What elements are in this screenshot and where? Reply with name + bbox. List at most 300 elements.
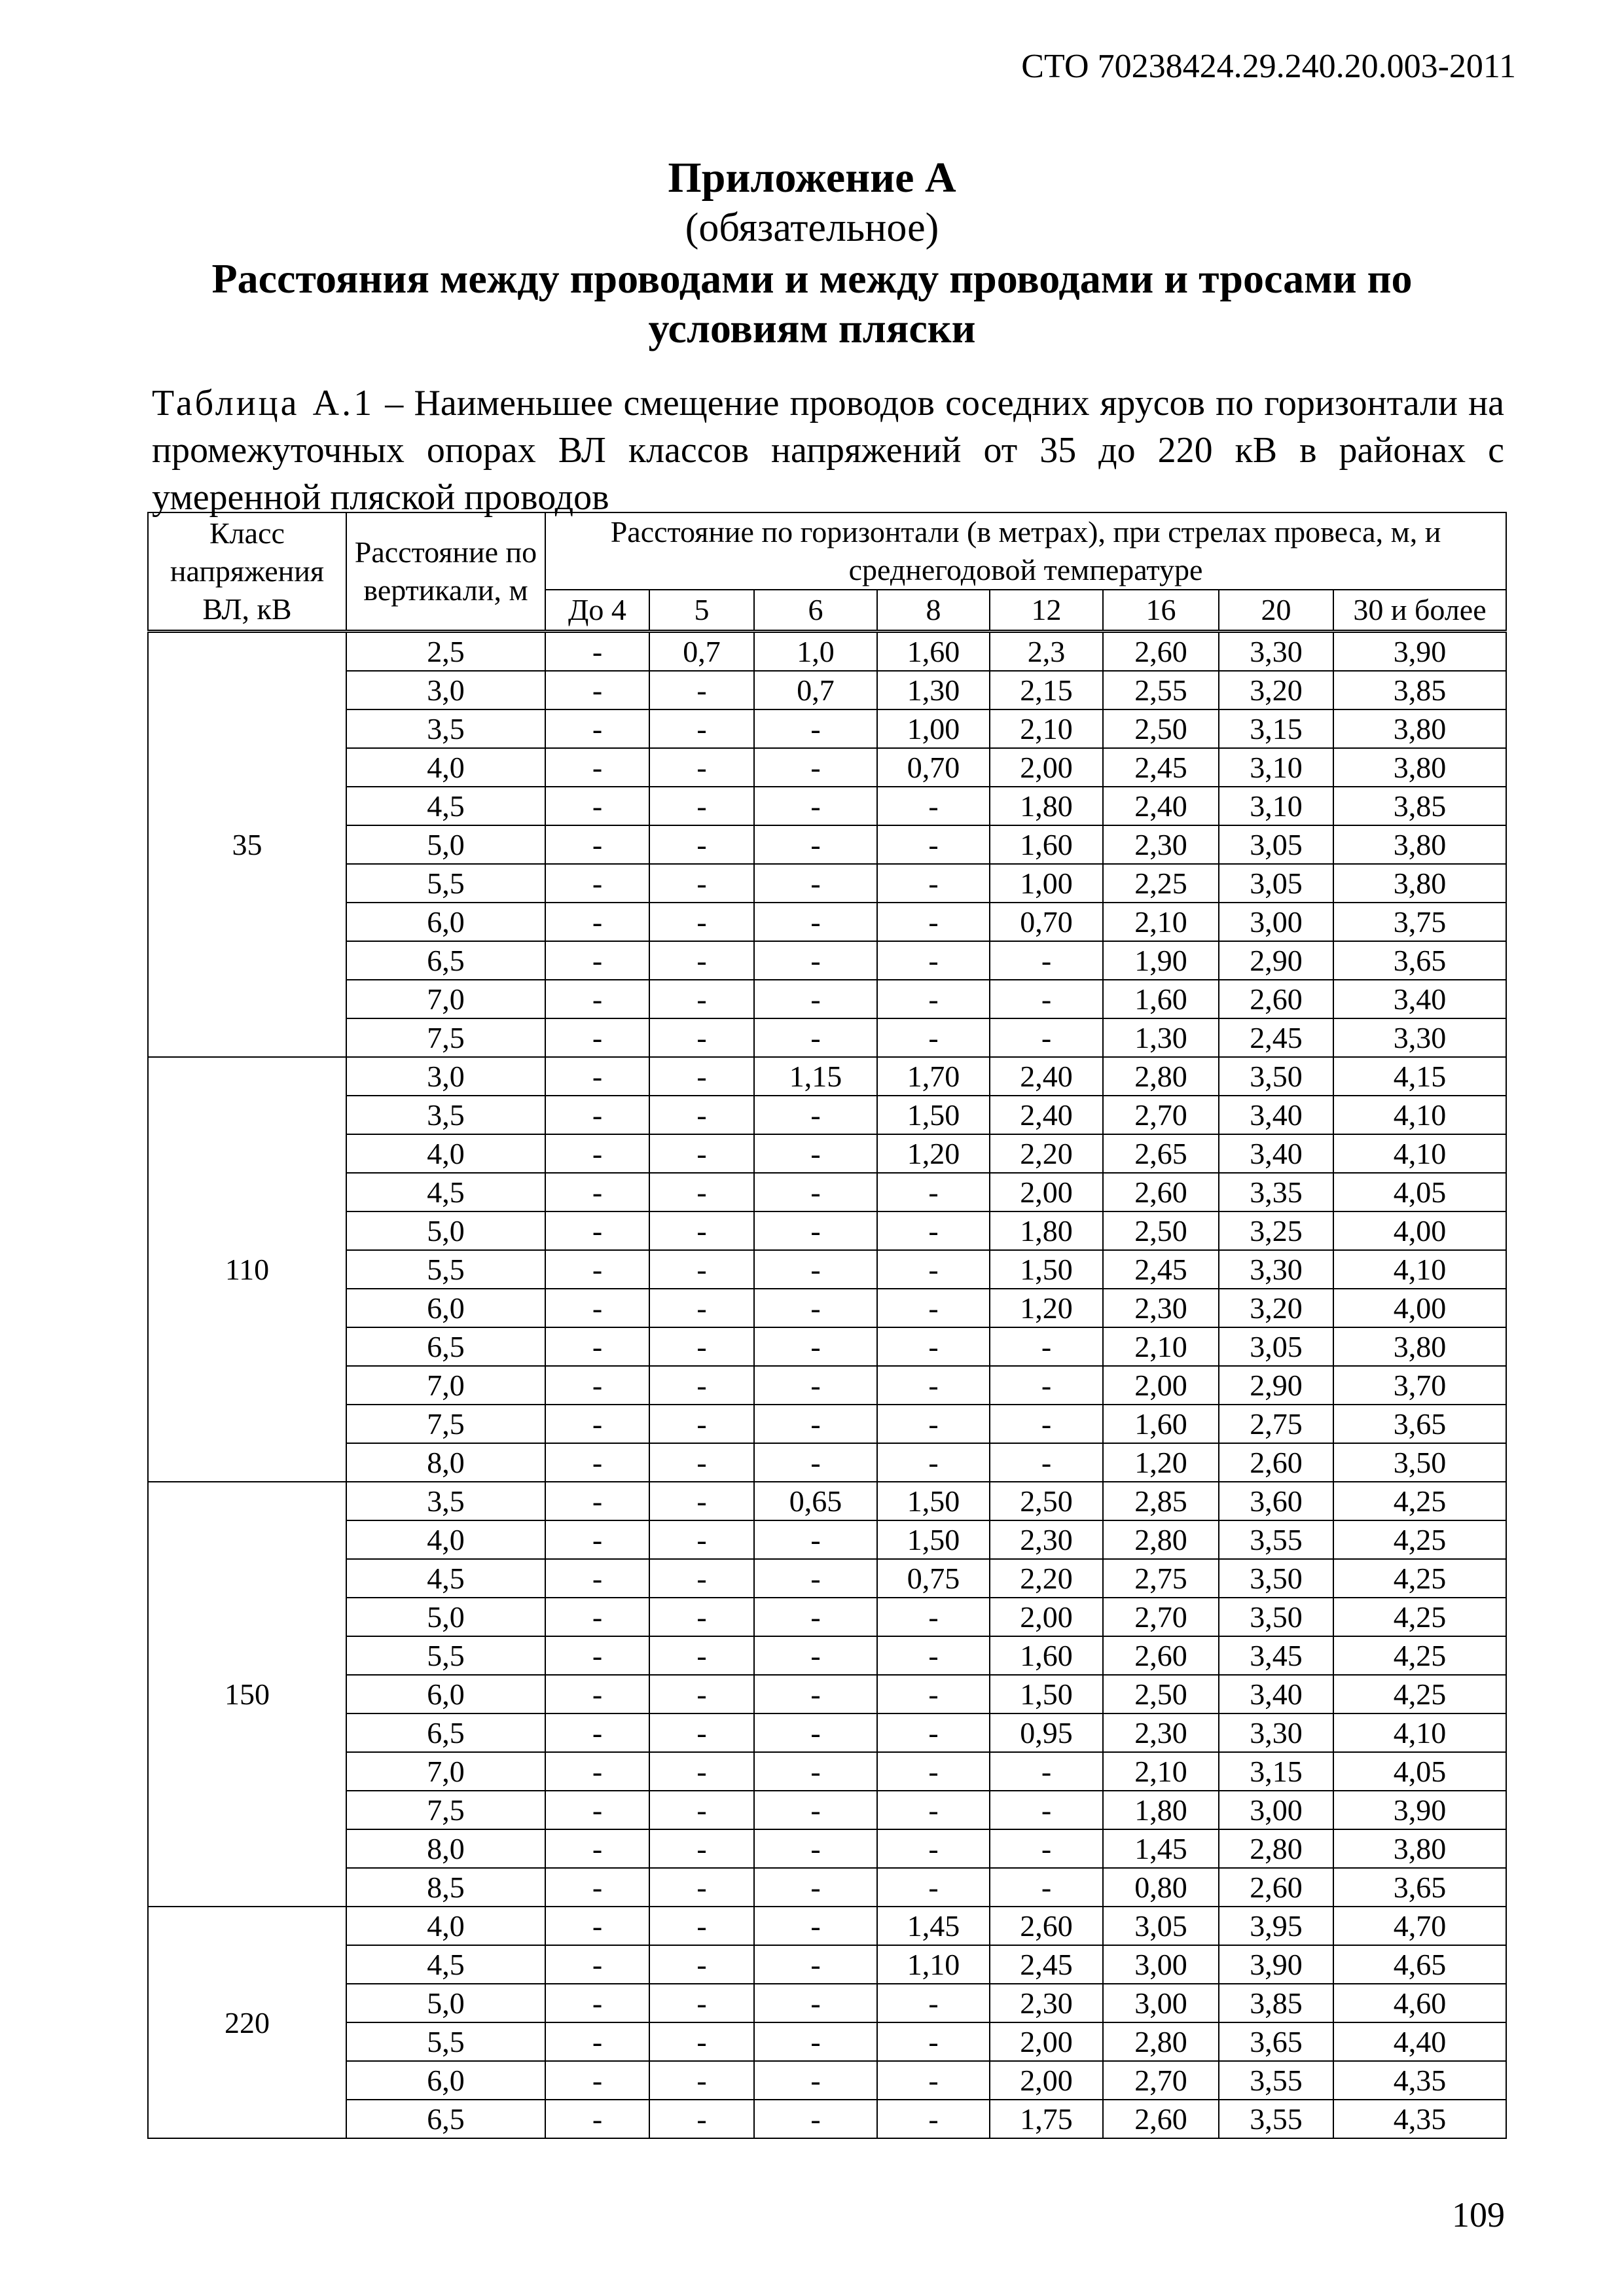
appendix-type: (обязательное) xyxy=(685,206,939,250)
vertical-distance-cell: 4,5 xyxy=(346,1559,545,1598)
header-sag-0: До 4 xyxy=(545,590,649,632)
vertical-distance-cell: 7,0 xyxy=(346,980,545,1018)
horizontal-distance-cell: - xyxy=(649,1868,754,1907)
horizontal-distance-cell: 2,00 xyxy=(1103,1366,1219,1405)
horizontal-distance-cell: 2,60 xyxy=(1103,1636,1219,1675)
horizontal-distance-cell: - xyxy=(649,1134,754,1173)
table-row xyxy=(148,1752,1506,1791)
horizontal-distance-cell: 2,65 xyxy=(1103,1134,1219,1173)
horizontal-distance-cell: - xyxy=(649,1752,754,1791)
horizontal-distance-cell: 3,85 xyxy=(1333,671,1506,709)
horizontal-distance-cell: - xyxy=(877,1405,990,1443)
vertical-distance-cell: 3,5 xyxy=(346,709,545,748)
horizontal-distance-cell: - xyxy=(649,1829,754,1868)
horizontal-distance-cell: - xyxy=(545,1520,649,1559)
horizontal-distance-cell: - xyxy=(754,1443,877,1482)
vertical-distance-cell: 5,5 xyxy=(346,2022,545,2061)
horizontal-distance-cell: 1,00 xyxy=(990,864,1103,903)
vertical-distance-cell: 7,0 xyxy=(346,1366,545,1405)
horizontal-distance-cell: - xyxy=(649,903,754,941)
header-sag-7: 30 и более xyxy=(1333,590,1506,632)
horizontal-distance-cell: - xyxy=(754,1945,877,1984)
horizontal-distance-cell: - xyxy=(545,1829,649,1868)
horizontal-distance-cell: 4,25 xyxy=(1333,1559,1506,1598)
horizontal-distance-cell: - xyxy=(545,825,649,864)
table-body xyxy=(148,632,1506,2139)
vertical-distance-cell: 3,0 xyxy=(346,1057,545,1096)
horizontal-distance-cell: - xyxy=(545,1405,649,1443)
horizontal-distance-cell: - xyxy=(545,980,649,1018)
horizontal-distance-cell: 3,35 xyxy=(1219,1173,1333,1211)
vertical-distance-cell: 7,5 xyxy=(346,1018,545,1057)
table-row xyxy=(148,632,1506,672)
horizontal-distance-cell: 4,25 xyxy=(1333,1636,1506,1675)
horizontal-distance-cell: 3,50 xyxy=(1219,1598,1333,1636)
horizontal-distance-cell: 3,05 xyxy=(1219,1327,1333,1366)
horizontal-distance-cell: 1,75 xyxy=(990,2100,1103,2138)
page-number: 109 xyxy=(1452,2195,1505,2234)
horizontal-distance-cell: 3,70 xyxy=(1333,1366,1506,1405)
horizontal-distance-cell: 1,50 xyxy=(990,1675,1103,1713)
horizontal-distance-cell: - xyxy=(877,1327,990,1366)
horizontal-distance-cell: 3,40 xyxy=(1219,1134,1333,1173)
horizontal-distance-cell: - xyxy=(754,1791,877,1829)
horizontal-distance-cell: - xyxy=(649,2100,754,2138)
table-row xyxy=(148,709,1506,748)
horizontal-distance-cell: - xyxy=(649,1636,754,1675)
horizontal-distance-cell: 3,55 xyxy=(1219,2100,1333,2138)
horizontal-distance-cell: 3,20 xyxy=(1219,1289,1333,1327)
table-row xyxy=(148,864,1506,903)
vertical-distance-cell: 6,5 xyxy=(346,941,545,980)
horizontal-distance-cell: 1,60 xyxy=(1103,1405,1219,1443)
horizontal-distance-cell: 1,10 xyxy=(877,1945,990,1984)
horizontal-distance-cell: - xyxy=(754,1868,877,1907)
horizontal-distance-cell: - xyxy=(545,1250,649,1289)
horizontal-distance-cell: - xyxy=(545,1675,649,1713)
horizontal-distance-cell: 2,80 xyxy=(1103,2022,1219,2061)
horizontal-distance-cell: - xyxy=(545,1173,649,1211)
horizontal-distance-cell: 4,00 xyxy=(1333,1211,1506,1250)
vertical-distance-cell: 7,5 xyxy=(346,1791,545,1829)
horizontal-distance-cell: - xyxy=(649,1405,754,1443)
horizontal-distance-cell: - xyxy=(754,1598,877,1636)
horizontal-distance-cell: 1,20 xyxy=(877,1134,990,1173)
horizontal-distance-cell: - xyxy=(754,1752,877,1791)
horizontal-distance-cell: - xyxy=(754,1984,877,2022)
voltage-class-cell: 35 xyxy=(148,632,346,1058)
horizontal-distance-cell: - xyxy=(877,1366,990,1405)
horizontal-distance-cell: - xyxy=(754,1173,877,1211)
horizontal-distance-cell: 2,00 xyxy=(990,2061,1103,2100)
vertical-distance-cell: 5,5 xyxy=(346,1250,545,1289)
horizontal-distance-cell: 3,65 xyxy=(1333,1868,1506,1907)
header-sag-2: 6 xyxy=(754,590,877,632)
horizontal-distance-cell: - xyxy=(649,1559,754,1598)
horizontal-distance-cell: - xyxy=(649,1250,754,1289)
horizontal-distance-cell: - xyxy=(545,1791,649,1829)
horizontal-distance-cell: 1,80 xyxy=(1103,1791,1219,1829)
horizontal-distance-cell: - xyxy=(877,1250,990,1289)
horizontal-distance-cell: 2,60 xyxy=(990,1907,1103,1945)
horizontal-distance-cell: 2,40 xyxy=(990,1096,1103,1134)
horizontal-distance-cell: - xyxy=(877,2022,990,2061)
appendix-title: Приложение А xyxy=(668,154,956,202)
horizontal-distance-cell: 0,7 xyxy=(754,671,877,709)
horizontal-distance-cell: - xyxy=(877,941,990,980)
horizontal-distance-cell: 2,20 xyxy=(990,1559,1103,1598)
horizontal-distance-cell: 3,05 xyxy=(1219,864,1333,903)
horizontal-distance-cell: 2,00 xyxy=(990,748,1103,787)
horizontal-distance-cell: - xyxy=(754,2061,877,2100)
horizontal-distance-cell: 3,90 xyxy=(1219,1945,1333,1984)
horizontal-distance-cell: 2,70 xyxy=(1103,1598,1219,1636)
horizontal-distance-cell: 4,35 xyxy=(1333,2061,1506,2100)
horizontal-distance-cell: - xyxy=(754,748,877,787)
horizontal-distance-cell: 3,10 xyxy=(1219,787,1333,825)
horizontal-distance-cell: - xyxy=(754,864,877,903)
horizontal-distance-cell: 2,40 xyxy=(1103,787,1219,825)
table-row xyxy=(148,1791,1506,1829)
horizontal-distance-cell: - xyxy=(754,1559,877,1598)
horizontal-distance-cell: - xyxy=(649,1443,754,1482)
horizontal-distance-cell: 3,65 xyxy=(1333,1405,1506,1443)
horizontal-distance-cell: - xyxy=(545,1443,649,1482)
horizontal-distance-cell: - xyxy=(877,1713,990,1752)
vertical-distance-cell: 8,5 xyxy=(346,1868,545,1907)
table-row xyxy=(148,1598,1506,1636)
appendix-subject: Расстояния между проводами и между проводами и тросами по условиям пляски xyxy=(211,255,1413,351)
horizontal-distance-cell: - xyxy=(877,1829,990,1868)
horizontal-distance-cell: 1,70 xyxy=(877,1057,990,1096)
table-row xyxy=(148,1405,1506,1443)
vertical-distance-cell: 5,5 xyxy=(346,1636,545,1675)
table-row xyxy=(148,1250,1506,1289)
horizontal-distance-cell: - xyxy=(545,903,649,941)
table-caption xyxy=(152,380,1504,521)
horizontal-distance-cell: - xyxy=(754,1405,877,1443)
horizontal-distance-cell: 3,90 xyxy=(1333,632,1506,672)
horizontal-distance-cell: - xyxy=(649,1520,754,1559)
horizontal-distance-cell: - xyxy=(754,1520,877,1559)
horizontal-distance-cell: 2,10 xyxy=(1103,1752,1219,1791)
horizontal-distance-cell: 2,60 xyxy=(1103,2100,1219,2138)
table-row xyxy=(148,1907,1506,1945)
vertical-distance-cell: 8,0 xyxy=(346,1829,545,1868)
horizontal-distance-cell: - xyxy=(545,748,649,787)
horizontal-distance-cell: - xyxy=(545,1945,649,1984)
horizontal-distance-cell: 3,25 xyxy=(1219,1211,1333,1250)
horizontal-distance-cell: - xyxy=(990,1791,1103,1829)
horizontal-distance-cell: 4,05 xyxy=(1333,1173,1506,1211)
horizontal-distance-cell: - xyxy=(649,1713,754,1752)
vertical-distance-cell: 5,0 xyxy=(346,825,545,864)
horizontal-distance-cell: 3,80 xyxy=(1333,1829,1506,1868)
horizontal-distance-cell: - xyxy=(754,709,877,748)
horizontal-distance-cell: - xyxy=(545,1057,649,1096)
horizontal-distance-cell: 1,60 xyxy=(1103,980,1219,1018)
horizontal-distance-cell: - xyxy=(990,1405,1103,1443)
horizontal-distance-cell: 2,10 xyxy=(1103,903,1219,941)
horizontal-distance-cell: 3,20 xyxy=(1219,671,1333,709)
horizontal-distance-cell: 3,85 xyxy=(1219,1984,1333,2022)
horizontal-distance-cell: 3,15 xyxy=(1219,709,1333,748)
horizontal-distance-cell: - xyxy=(545,1366,649,1405)
horizontal-distance-cell: 4,00 xyxy=(1333,1289,1506,1327)
horizontal-distance-cell: 1,00 xyxy=(877,709,990,748)
horizontal-distance-cell: 0,75 xyxy=(877,1559,990,1598)
table-row xyxy=(148,748,1506,787)
vertical-distance-cell: 4,0 xyxy=(346,1520,545,1559)
horizontal-distance-cell: - xyxy=(545,941,649,980)
horizontal-distance-cell: 2,60 xyxy=(1219,980,1333,1018)
horizontal-distance-cell: 2,45 xyxy=(1103,748,1219,787)
horizontal-distance-cell: - xyxy=(990,1829,1103,1868)
horizontal-distance-cell: 2,80 xyxy=(1103,1520,1219,1559)
vertical-distance-cell: 4,5 xyxy=(346,1945,545,1984)
table-row xyxy=(148,980,1506,1018)
horizontal-distance-cell: 3,65 xyxy=(1333,941,1506,980)
horizontal-distance-cell: - xyxy=(877,1791,990,1829)
horizontal-distance-cell: - xyxy=(754,1327,877,1366)
vertical-distance-cell: 6,5 xyxy=(346,2100,545,2138)
horizontal-distance-cell: - xyxy=(754,1289,877,1327)
horizontal-distance-cell: - xyxy=(649,864,754,903)
horizontal-distance-cell: 3,65 xyxy=(1219,2022,1333,2061)
horizontal-distance-cell: - xyxy=(754,787,877,825)
horizontal-distance-cell: - xyxy=(877,1675,990,1713)
horizontal-distance-cell: 4,25 xyxy=(1333,1598,1506,1636)
header-sag-4: 12 xyxy=(990,590,1103,632)
horizontal-distance-cell: 1,15 xyxy=(754,1057,877,1096)
horizontal-distance-cell: 2,10 xyxy=(990,709,1103,748)
horizontal-distance-cell: - xyxy=(649,825,754,864)
horizontal-distance-cell: - xyxy=(545,1018,649,1057)
horizontal-distance-cell: 4,05 xyxy=(1333,1752,1506,1791)
vertical-distance-cell: 4,5 xyxy=(346,787,545,825)
horizontal-distance-cell: - xyxy=(754,1675,877,1713)
horizontal-distance-cell: 2,45 xyxy=(990,1945,1103,1984)
vertical-distance-cell: 7,0 xyxy=(346,1752,545,1791)
horizontal-distance-cell: 2,30 xyxy=(990,1520,1103,1559)
horizontal-distance-cell: 0,70 xyxy=(877,748,990,787)
horizontal-distance-cell: 4,25 xyxy=(1333,1482,1506,1520)
horizontal-distance-cell: - xyxy=(877,1868,990,1907)
horizontal-distance-cell: 2,30 xyxy=(1103,1289,1219,1327)
table-row xyxy=(148,1366,1506,1405)
horizontal-distance-cell: 2,75 xyxy=(1219,1405,1333,1443)
table-row xyxy=(148,787,1506,825)
table-row xyxy=(148,1134,1506,1173)
horizontal-distance-cell: - xyxy=(754,2100,877,2138)
horizontal-distance-cell: - xyxy=(545,1636,649,1675)
horizontal-distance-cell: 2,10 xyxy=(1103,1327,1219,1366)
header-horizontal-distance: Расстояние по горизонтали (в метрах), при стрелах провеса, м, и среднегодовой температуре xyxy=(545,512,1506,590)
horizontal-distance-cell: - xyxy=(877,2061,990,2100)
horizontal-distance-cell: - xyxy=(754,1211,877,1250)
horizontal-distance-cell: - xyxy=(545,1096,649,1134)
horizontal-distance-cell: - xyxy=(990,1327,1103,1366)
horizontal-distance-cell: - xyxy=(545,2061,649,2100)
vertical-distance-cell: 3,0 xyxy=(346,671,545,709)
horizontal-distance-cell: 3,00 xyxy=(1219,1791,1333,1829)
horizontal-distance-cell: - xyxy=(754,1907,877,1945)
table-row xyxy=(148,1018,1506,1057)
vertical-distance-cell: 4,5 xyxy=(346,1173,545,1211)
horizontal-distance-cell: - xyxy=(545,2022,649,2061)
horizontal-distance-cell: 2,30 xyxy=(1103,1713,1219,1752)
vertical-distance-cell: 6,5 xyxy=(346,1327,545,1366)
horizontal-distance-cell: 1,50 xyxy=(990,1250,1103,1289)
table-row xyxy=(148,1482,1506,1520)
vertical-distance-cell: 5,0 xyxy=(346,1211,545,1250)
horizontal-distance-cell: - xyxy=(877,1211,990,1250)
horizontal-distance-cell: - xyxy=(877,1984,990,2022)
horizontal-distance-cell: 1,45 xyxy=(1103,1829,1219,1868)
horizontal-distance-cell: - xyxy=(754,1018,877,1057)
table-row xyxy=(148,1443,1506,1482)
vertical-distance-cell: 3,5 xyxy=(346,1096,545,1134)
horizontal-distance-cell: 1,30 xyxy=(877,671,990,709)
horizontal-distance-cell: 1,20 xyxy=(1103,1443,1219,1482)
horizontal-distance-cell: - xyxy=(754,903,877,941)
horizontal-distance-cell: - xyxy=(754,941,877,980)
horizontal-distance-cell: 3,50 xyxy=(1333,1443,1506,1482)
table-row xyxy=(148,2061,1506,2100)
horizontal-distance-cell: - xyxy=(649,2022,754,2061)
horizontal-distance-cell: - xyxy=(545,671,649,709)
horizontal-distance-cell: - xyxy=(877,2100,990,2138)
horizontal-distance-cell: 3,55 xyxy=(1219,2061,1333,2100)
horizontal-distance-cell: 3,05 xyxy=(1219,825,1333,864)
horizontal-distance-cell: 3,30 xyxy=(1219,1713,1333,1752)
horizontal-distance-cell: 4,40 xyxy=(1333,2022,1506,2061)
horizontal-distance-cell: 2,60 xyxy=(1219,1443,1333,1482)
horizontal-distance-cell: 4,25 xyxy=(1333,1520,1506,1559)
horizontal-distance-cell: 2,90 xyxy=(1219,941,1333,980)
horizontal-distance-cell: - xyxy=(649,1675,754,1713)
header-sag-6: 20 xyxy=(1219,590,1333,632)
header-vertical-distance: Расстояние по вертикали, м xyxy=(346,512,545,632)
horizontal-distance-cell: 2,50 xyxy=(1103,1675,1219,1713)
vertical-distance-cell: 2,5 xyxy=(346,632,545,672)
horizontal-distance-cell: 2,3 xyxy=(990,632,1103,672)
horizontal-distance-cell: 3,00 xyxy=(1219,903,1333,941)
horizontal-distance-cell: - xyxy=(877,864,990,903)
table-row xyxy=(148,1984,1506,2022)
horizontal-distance-cell: - xyxy=(649,1945,754,1984)
horizontal-distance-cell: 3,00 xyxy=(1103,1945,1219,1984)
horizontal-distance-cell: - xyxy=(877,1752,990,1791)
horizontal-distance-cell: - xyxy=(545,1713,649,1752)
horizontal-distance-cell: - xyxy=(877,1289,990,1327)
horizontal-distance-cell: - xyxy=(649,1289,754,1327)
horizontal-distance-cell: 1,45 xyxy=(877,1907,990,1945)
horizontal-distance-cell: - xyxy=(649,787,754,825)
horizontal-distance-cell: 2,45 xyxy=(1103,1250,1219,1289)
vertical-distance-cell: 4,0 xyxy=(346,1907,545,1945)
voltage-class-cell: 150 xyxy=(148,1482,346,1907)
horizontal-distance-cell: - xyxy=(877,903,990,941)
horizontal-distance-cell: 1,80 xyxy=(990,1211,1103,1250)
horizontal-distance-cell: - xyxy=(545,1559,649,1598)
horizontal-distance-cell: - xyxy=(649,1598,754,1636)
horizontal-distance-cell: 3,05 xyxy=(1103,1907,1219,1945)
horizontal-distance-cell: - xyxy=(545,864,649,903)
table-row xyxy=(148,903,1506,941)
horizontal-distance-cell: 2,50 xyxy=(1103,709,1219,748)
horizontal-distance-cell: 3,45 xyxy=(1219,1636,1333,1675)
horizontal-distance-cell: 1,30 xyxy=(1103,1018,1219,1057)
horizontal-distance-cell: 2,80 xyxy=(1219,1829,1333,1868)
horizontal-distance-cell: - xyxy=(545,1211,649,1250)
horizontal-distance-cell: - xyxy=(877,980,990,1018)
horizontal-distance-cell: - xyxy=(649,1791,754,1829)
table-row xyxy=(148,1173,1506,1211)
horizontal-distance-cell: - xyxy=(649,2061,754,2100)
horizontal-distance-cell: - xyxy=(877,1636,990,1675)
vertical-distance-cell: 4,0 xyxy=(346,1134,545,1173)
horizontal-distance-cell: 4,15 xyxy=(1333,1057,1506,1096)
distance-table xyxy=(147,512,1507,2139)
horizontal-distance-cell: - xyxy=(877,1173,990,1211)
horizontal-distance-cell: 2,55 xyxy=(1103,671,1219,709)
horizontal-distance-cell: 1,50 xyxy=(877,1096,990,1134)
horizontal-distance-cell: - xyxy=(877,825,990,864)
header-sag-1: 5 xyxy=(649,590,754,632)
vertical-distance-cell: 7,5 xyxy=(346,1405,545,1443)
horizontal-distance-cell: 3,10 xyxy=(1219,748,1333,787)
header-sag-3: 8 xyxy=(877,590,990,632)
vertical-distance-cell: 6,0 xyxy=(346,1289,545,1327)
horizontal-distance-cell: 3,40 xyxy=(1219,1675,1333,1713)
horizontal-distance-cell: - xyxy=(990,1752,1103,1791)
horizontal-distance-cell: - xyxy=(754,1636,877,1675)
horizontal-distance-cell: 2,60 xyxy=(1103,632,1219,672)
horizontal-distance-cell: 3,15 xyxy=(1219,1752,1333,1791)
horizontal-distance-cell: 2,50 xyxy=(1103,1211,1219,1250)
horizontal-distance-cell: - xyxy=(649,748,754,787)
table-row xyxy=(148,825,1506,864)
horizontal-distance-cell: - xyxy=(649,1018,754,1057)
horizontal-distance-cell: 1,50 xyxy=(877,1482,990,1520)
vertical-distance-cell: 3,5 xyxy=(346,1482,545,1520)
horizontal-distance-cell: 2,40 xyxy=(990,1057,1103,1096)
table-caption-label: Таблица А.1 xyxy=(152,383,375,423)
vertical-distance-cell: 6,5 xyxy=(346,1713,545,1752)
header-voltage-class: Класс напряжения ВЛ, кВ xyxy=(148,512,346,632)
horizontal-distance-cell: 2,60 xyxy=(1103,1173,1219,1211)
horizontal-distance-cell: 2,15 xyxy=(990,671,1103,709)
table-row xyxy=(148,1675,1506,1713)
vertical-distance-cell: 6,0 xyxy=(346,1675,545,1713)
horizontal-distance-cell: 3,80 xyxy=(1333,1327,1506,1366)
horizontal-distance-cell: - xyxy=(649,1482,754,1520)
horizontal-distance-cell: 3,75 xyxy=(1333,903,1506,941)
horizontal-distance-cell: - xyxy=(754,1713,877,1752)
horizontal-distance-cell: 4,10 xyxy=(1333,1096,1506,1134)
horizontal-distance-cell: 2,00 xyxy=(990,1598,1103,1636)
table-row xyxy=(148,1868,1506,1907)
horizontal-distance-cell: 3,80 xyxy=(1333,709,1506,748)
horizontal-distance-cell: 2,20 xyxy=(990,1134,1103,1173)
horizontal-distance-cell: - xyxy=(754,1250,877,1289)
table-row xyxy=(148,1559,1506,1598)
horizontal-distance-cell: - xyxy=(754,1829,877,1868)
table-row xyxy=(148,941,1506,980)
horizontal-distance-cell: 1,0 xyxy=(754,632,877,672)
horizontal-distance-cell: - xyxy=(877,1018,990,1057)
